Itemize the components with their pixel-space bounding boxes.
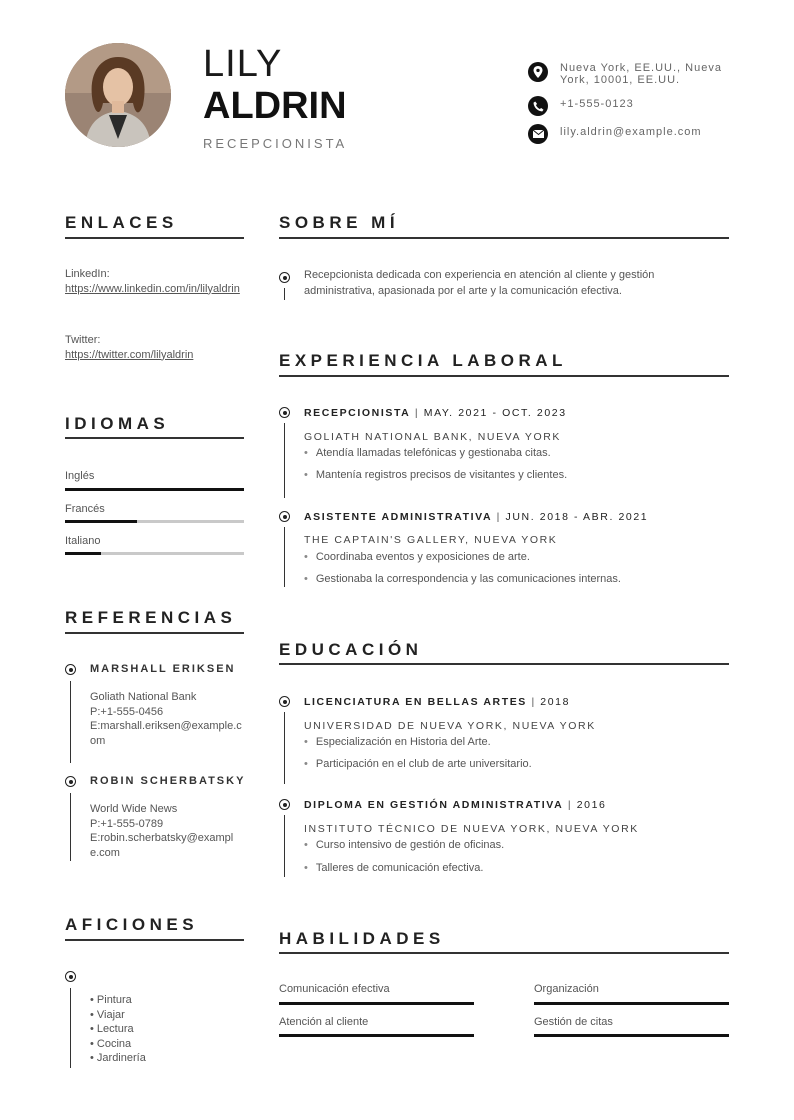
education-point: • Curso intensivo de gestión de oficinas. xyxy=(304,839,504,851)
timeline-line xyxy=(70,988,71,1068)
reference-email: E:robin.scherbatsky@example.com xyxy=(90,832,234,859)
links-rule xyxy=(65,237,244,239)
twitter-label: Twitter: xyxy=(65,334,101,346)
language-name: Inglés xyxy=(65,470,95,482)
skill-label: Gestión de citas xyxy=(534,1016,613,1028)
timeline-line xyxy=(284,288,285,300)
skills-rule xyxy=(279,952,729,954)
skill-bar xyxy=(534,1034,729,1037)
timeline-bullet-icon xyxy=(279,511,290,522)
languages-rule xyxy=(65,437,244,439)
reference-details xyxy=(90,690,242,748)
address-text: Nueva York, EE.UU., Nueva York, 10001, EE.UU. xyxy=(560,62,722,86)
about-rule xyxy=(279,237,729,239)
education-school: UNIVERSIDAD DE NUEVA YORK, NUEVA YORK xyxy=(304,720,596,732)
timeline-bullet-icon xyxy=(279,799,290,810)
experience-heading: EXPERIENCIA LABORAL xyxy=(279,351,567,370)
profile-photo xyxy=(65,43,171,147)
hobby-item: • Lectura xyxy=(90,1023,134,1035)
experience-header: RECEPCIONISTA | MAY. 2021 - OCT. 2023 xyxy=(304,407,567,419)
twitter-link[interactable]: https://twitter.com/lilyaldrin xyxy=(65,348,194,361)
language-bar xyxy=(65,520,244,523)
experience-point: • Atendía llamadas telefónicas y gestionaba citas. xyxy=(304,447,551,459)
links-heading: ENLACES xyxy=(65,213,178,232)
first-name: LILY xyxy=(203,43,283,85)
timeline-line xyxy=(70,681,71,763)
reference-company: Goliath National Bank xyxy=(90,691,197,703)
hobbies-rule xyxy=(65,939,244,941)
timeline-bullet-icon xyxy=(65,664,76,675)
education-degree: DIPLOMA EN GESTIÓN ADMINISTRATIVA xyxy=(304,799,564,811)
reference-email: E:marshall.eriksen@example.com xyxy=(90,720,242,747)
links-item-twitter xyxy=(65,333,245,362)
experience-rule xyxy=(279,375,729,377)
language-name: Francés xyxy=(65,503,105,515)
education-header: DIPLOMA EN GESTIÓN ADMINISTRATIVA | 2016 xyxy=(304,799,607,811)
experience-org: GOLIATH NATIONAL BANK, NUEVA YORK xyxy=(304,431,562,443)
reference-name: MARSHALL ERIKSEN xyxy=(90,663,236,675)
language-bar-fill xyxy=(65,552,101,555)
linkedin-label: LinkedIn: xyxy=(65,268,110,280)
timeline-line xyxy=(284,527,285,587)
experience-dates: JUN. 2018 - ABR. 2021 xyxy=(505,511,649,523)
experience-point: • Coordinaba eventos y exposiciones de arte. xyxy=(304,551,530,563)
hobby-item: • Viajar xyxy=(90,1008,125,1021)
experience-point: • Gestionaba la correspondencia y las comunicaciones internas. xyxy=(304,573,621,585)
about-text: Recepcionista dedicada con experiencia en atención al cliente y gestión administrativa, apasionada por el arte y la comunicación efectiva. xyxy=(304,269,655,297)
contact-phone xyxy=(528,96,735,116)
reference-phone: P:+1-555-0456 xyxy=(90,705,164,718)
email-text: lily.aldrin@example.com xyxy=(560,126,702,138)
experience-org: THE CAPTAIN'S GALLERY, NUEVA YORK xyxy=(304,534,558,546)
phone-icon xyxy=(528,96,548,116)
education-year: 2016 xyxy=(576,799,607,811)
hobby-item: • Cocina xyxy=(90,1037,132,1050)
references-heading: REFERENCIAS xyxy=(65,608,237,627)
timeline-bullet-icon xyxy=(279,696,290,707)
timeline-line xyxy=(284,712,285,784)
timeline-bullet-icon xyxy=(65,971,76,982)
about-heading: SOBRE MÍ xyxy=(279,213,400,232)
education-point: • Participación en el club de arte universitario. xyxy=(304,758,532,770)
language-bar-fill xyxy=(65,488,244,491)
reference-phone: P:+1-555-0789 xyxy=(90,817,164,830)
experience-role: ASISTENTE ADMINISTRATIVA xyxy=(304,511,493,523)
timeline-bullet-icon xyxy=(279,272,290,283)
timeline-line xyxy=(284,423,285,498)
education-year: 2018 xyxy=(540,696,571,708)
language-bar xyxy=(65,488,244,491)
contact-address xyxy=(528,62,735,86)
reference-name: ROBIN SCHERBATSKY xyxy=(90,775,246,787)
email-icon xyxy=(528,124,548,144)
job-title: RECEPCIONISTA xyxy=(203,136,348,151)
skills-heading: HABILIDADES xyxy=(279,929,445,948)
skill-bar xyxy=(279,1034,474,1037)
skill-label: Comunicación efectiva xyxy=(279,983,390,995)
experience-dates: MAY. 2021 - OCT. 2023 xyxy=(423,407,567,419)
references-rule xyxy=(65,632,244,634)
reference-details xyxy=(90,802,242,860)
reference-company: World Wide News xyxy=(90,803,178,815)
education-header: LICENCIATURA EN BELLAS ARTES | 2018 xyxy=(304,696,571,708)
skill-label: Atención al cliente xyxy=(279,1016,369,1028)
contact-email xyxy=(528,124,735,144)
location-pin-icon xyxy=(528,62,548,82)
phone-text: +1-555-0123 xyxy=(560,98,634,110)
skill-bar xyxy=(279,1002,474,1005)
hobby-item: • Jardinería xyxy=(90,1052,146,1064)
education-degree: LICENCIATURA EN BELLAS ARTES xyxy=(304,696,527,708)
hobbies-heading: AFICIONES xyxy=(65,915,199,934)
languages-heading: IDIOMAS xyxy=(65,414,170,433)
links-item-linkedin xyxy=(65,267,245,296)
timeline-bullet-icon xyxy=(65,776,76,787)
skill-bar xyxy=(534,1002,729,1005)
education-point: • Talleres de comunicación efectiva. xyxy=(304,862,483,874)
education-heading: EDUCACIÓN xyxy=(279,640,423,659)
last-name: ALDRIN xyxy=(203,85,347,127)
language-bar xyxy=(65,552,244,555)
experience-header: ASISTENTE ADMINISTRATIVA | JUN. 2018 - ABR. 2021 xyxy=(304,511,649,523)
skill-label: Organización xyxy=(534,983,599,995)
language-name: Italiano xyxy=(65,535,101,547)
language-bar-fill xyxy=(65,520,137,523)
linkedin-link[interactable]: https://www.linkedin.com/in/lilyaldrin xyxy=(65,282,240,295)
hobbies-list xyxy=(90,993,146,1066)
experience-role: RECEPCIONISTA xyxy=(304,407,411,419)
timeline-line xyxy=(70,793,71,861)
timeline-bullet-icon xyxy=(279,407,290,418)
education-point: • Especialización en Historia del Arte. xyxy=(304,736,491,748)
timeline-line xyxy=(284,815,285,877)
education-school: INSTITUTO TÉCNICO DE NUEVA YORK, NUEVA YORK xyxy=(304,823,639,835)
hobby-item: • Pintura xyxy=(90,994,132,1006)
experience-point: • Mantenía registros precisos de visitantes y clientes. xyxy=(304,469,567,481)
education-rule xyxy=(279,663,729,665)
